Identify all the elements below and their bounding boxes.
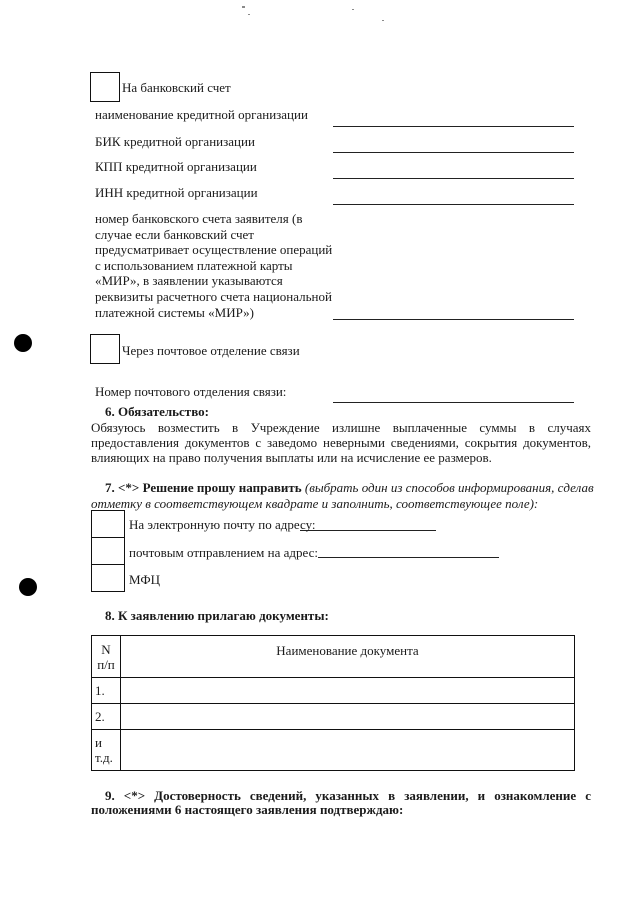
email-option-label: На электронную почту по адресу: [129, 517, 316, 532]
row-number-line: т.д. [95, 750, 113, 765]
email-checkbox[interactable] [92, 511, 125, 538]
account-label-line: случае если банковский счет [95, 226, 254, 242]
post-office-number-field[interactable] [333, 402, 574, 403]
row-number-cell [92, 730, 121, 771]
section7-note: (выбрать один из способов информирования, сделав [304, 480, 594, 495]
punch-hole [14, 334, 32, 352]
bank-account-option-label: На банковский счет [122, 80, 231, 95]
header-name-cell [121, 636, 575, 678]
bik-field[interactable] [333, 152, 574, 153]
kpp-field[interactable] [333, 178, 574, 179]
account-label-line: платежной системы «МИР») [95, 304, 254, 320]
mfc-checkbox[interactable] [92, 565, 125, 592]
table-row [92, 678, 575, 704]
email-address-field[interactable] [300, 530, 436, 531]
table-row [92, 704, 575, 730]
section9-line: 9. <*> Достоверность сведений, указанных в заявлении, и ознакомление с [105, 788, 591, 803]
mfc-option-label: МФЦ [129, 572, 161, 587]
row-document-cell[interactable] [121, 730, 575, 771]
header-number-label: N [101, 641, 111, 657]
account-label-line: предусматривает осуществление операций [95, 242, 333, 258]
scan-speck [352, 9, 354, 10]
kpp-label: КПП кредитной организации [95, 159, 257, 174]
section6-line: Обязуюсь возместить в Учреждение излишне выплаченные суммы в случаях [91, 420, 591, 435]
bank-name-field[interactable] [333, 126, 574, 127]
documents-table [91, 635, 575, 771]
section7-heading: 7. <*> Решение прошу направить [105, 480, 302, 495]
post-office-number-label: Номер почтового отделения связи: [95, 384, 287, 399]
section7-note-continued: отметку в соответствующем квадрате и заполнить, соответствующее поле): [91, 496, 539, 511]
section6-line: влияющих на право получения выплаты или на исчисление ее размеров. [91, 450, 492, 465]
inn-label: ИНН кредитной организации [95, 185, 258, 200]
section6-line: предоставления документов с заведомо неверными сведениями, сокрытия документов, [91, 435, 591, 450]
header-number-sublabel: п/п [97, 656, 115, 672]
row-number-cell: 1. [92, 678, 121, 704]
row-number-line: и [95, 735, 102, 750]
row-number-cell: 2. [92, 704, 121, 730]
postal-address-field[interactable] [318, 557, 499, 558]
account-number-label [95, 211, 335, 320]
inn-field[interactable] [333, 204, 574, 205]
postal-checkbox[interactable] [92, 538, 125, 565]
table-row [92, 730, 575, 771]
row-document-cell[interactable] [121, 678, 575, 704]
punch-hole [19, 578, 37, 596]
scan-speck [242, 6, 245, 8]
bik-label: БИК кредитной организации [95, 134, 255, 149]
bank-account-checkbox[interactable] [90, 72, 120, 102]
row-document-cell[interactable] [121, 704, 575, 730]
header-name-label: Наименование документа [276, 643, 419, 658]
section9-line: положениями 6 настоящего заявления подтверждаю: [91, 802, 404, 817]
section7-options-grid [91, 510, 125, 592]
scan-speck [382, 20, 384, 21]
section6-heading: 6. Обязательство: [105, 404, 209, 419]
scan-speck [248, 14, 250, 15]
account-number-field[interactable] [333, 319, 574, 320]
section8-heading: 8. К заявлению прилагаю документы: [105, 608, 329, 623]
account-label-line: с использованием платежной карты [95, 257, 293, 273]
post-office-option-label: Через почтовое отделение связи [122, 343, 300, 358]
account-label-line: «МИР», в заявлении указываются [95, 273, 283, 289]
header-number-cell [92, 636, 121, 678]
account-label-line: реквизиты расчетного счета национальной [95, 288, 332, 304]
table-header-row [92, 636, 575, 678]
post-office-checkbox[interactable] [90, 334, 120, 364]
account-label-line: номер банковского счета заявителя (в [95, 211, 303, 226]
bank-name-label: наименование кредитной организации [95, 107, 308, 122]
postal-option-label: почтовым отправлением на адрес: [129, 545, 318, 560]
section7-heading-line [105, 481, 595, 494]
